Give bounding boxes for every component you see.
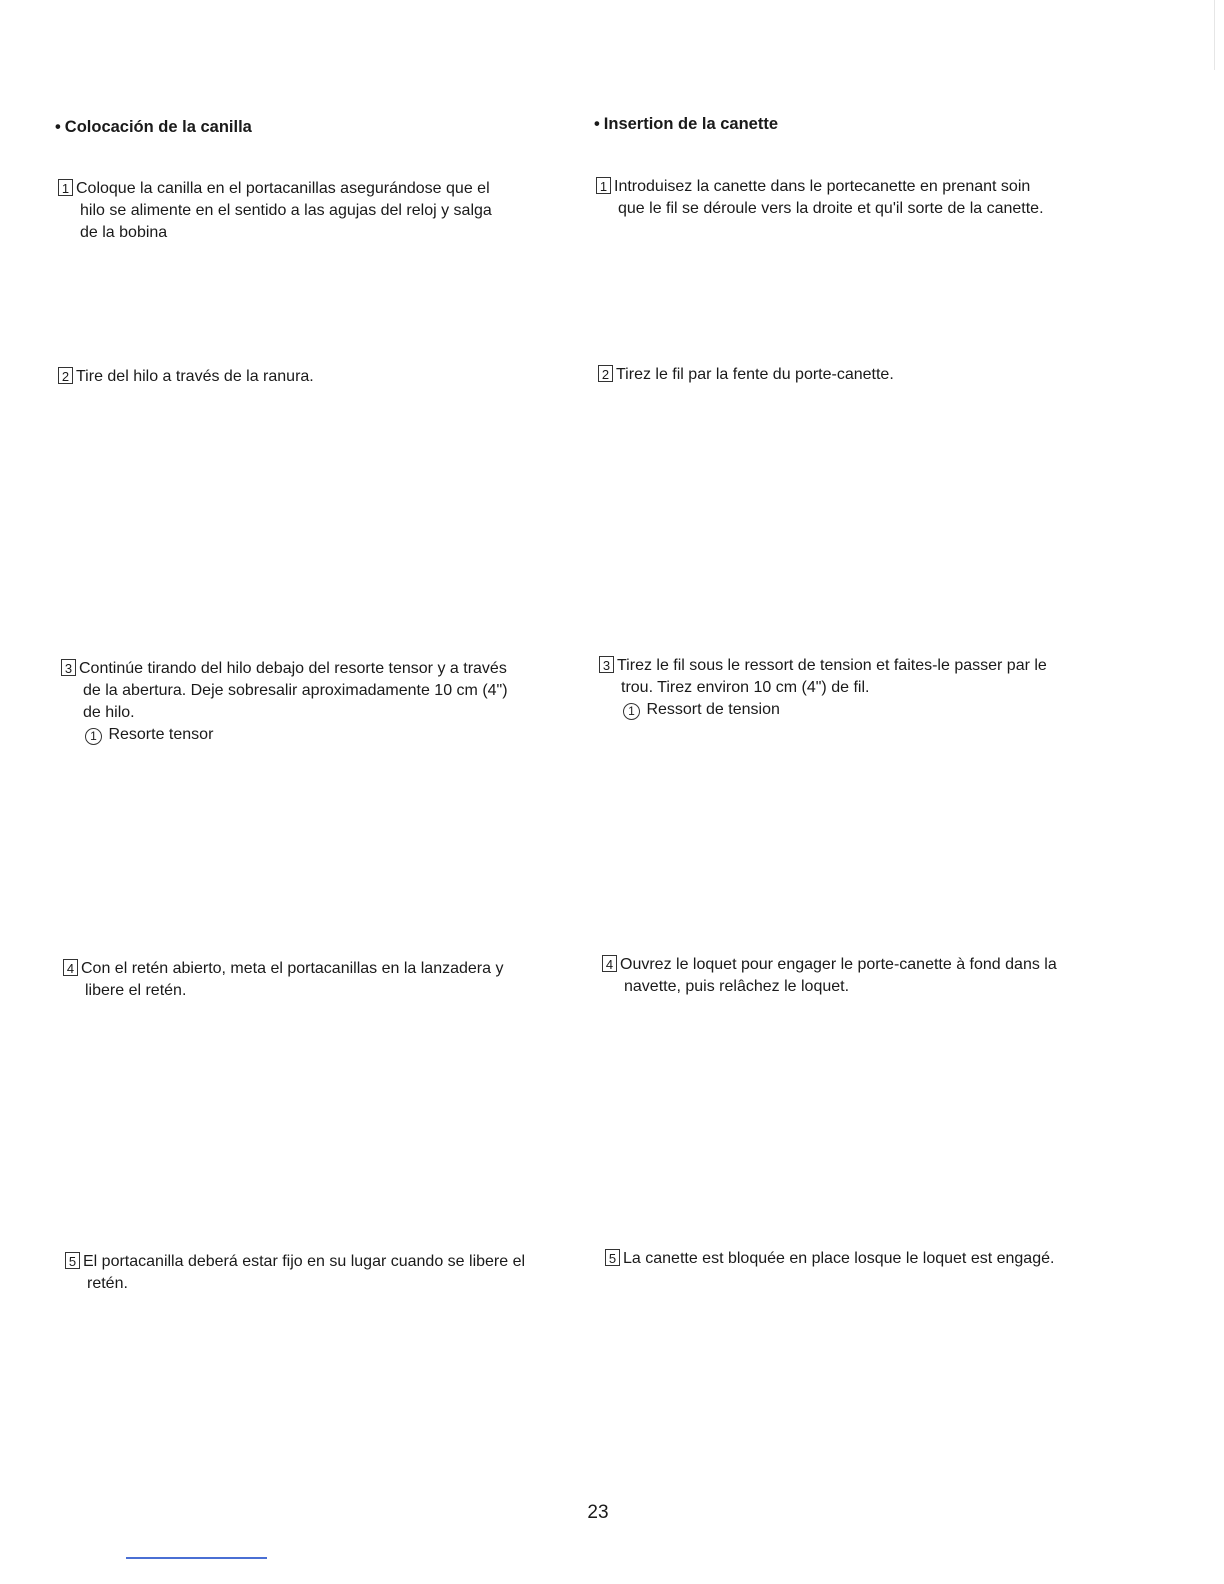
- right-step-1: 1 Introduisez la canette dans le portecanette en prenant soin que le fil se déroule vers la droite et qu'il sorte de la canette.: [596, 176, 1044, 220]
- right-step-4: 4 Ouvrez le loquet pour engager le porte-canette à fond dans la navette, puis relâchez le loquet.: [602, 954, 1057, 998]
- left-step-4: 4 Con el retén abierto, meta el portacanillas en la lanzadera y libere el retén.: [63, 958, 503, 1002]
- step-number-box: 5: [605, 1249, 620, 1266]
- callout-number-circle: 1: [623, 703, 640, 720]
- left-step-5: 5 El portacanilla deberá estar fijo en su lugar cuando se libere el retén.: [65, 1251, 525, 1295]
- step-number-box: 4: [63, 959, 78, 976]
- step-number-box: 1: [58, 179, 73, 196]
- page-number: 23: [587, 1502, 609, 1523]
- left-step-3: 3 Continúe tirando del hilo debajo del resorte tensor y a través de la abertura. Deje sobresalir aproximadamente 10 cm (4") de hilo. 1 Resorte tensor: [61, 658, 508, 746]
- callout-ressort-de-tension: 1 Ressort de tension: [599, 699, 1047, 721]
- bullet-icon: •: [55, 118, 61, 136]
- footer-rule: [126, 1557, 267, 1559]
- step-number-box: 1: [596, 177, 611, 194]
- bullet-icon: •: [594, 115, 600, 133]
- callout-resorte-tensor: 1 Resorte tensor: [61, 724, 508, 746]
- step-number-box: 2: [598, 365, 613, 382]
- right-column-title: • Insertion de la canette: [594, 115, 778, 133]
- step-number-box: 5: [65, 1252, 80, 1269]
- right-step-3: 3 Tirez le fil sous le ressort de tension et faites-le passer par le trou. Tirez environ 10 cm (4") de fil. 1 Ressort de tension: [599, 655, 1047, 721]
- edge-line: [1214, 0, 1215, 70]
- step-number-box: 3: [599, 656, 614, 673]
- step-number-box: 3: [61, 659, 76, 676]
- step-number-box: 2: [58, 367, 73, 384]
- right-step-2: 2 Tirez le fil par la fente du porte-canette.: [598, 364, 894, 386]
- step-number-box: 4: [602, 955, 617, 972]
- left-column-title: • Colocación de la canilla: [55, 118, 252, 136]
- left-step-2: 2 Tire del hilo a través de la ranura.: [58, 366, 314, 388]
- right-step-5: 5 La canette est bloquée en place losque le loquet est engagé.: [605, 1248, 1054, 1270]
- callout-number-circle: 1: [85, 728, 102, 745]
- left-step-1: 1 Coloque la canilla en el portacanillas asegurándose que el hilo se alimente en el sentido a las agujas del reloj y salga de la bobina: [58, 178, 492, 244]
